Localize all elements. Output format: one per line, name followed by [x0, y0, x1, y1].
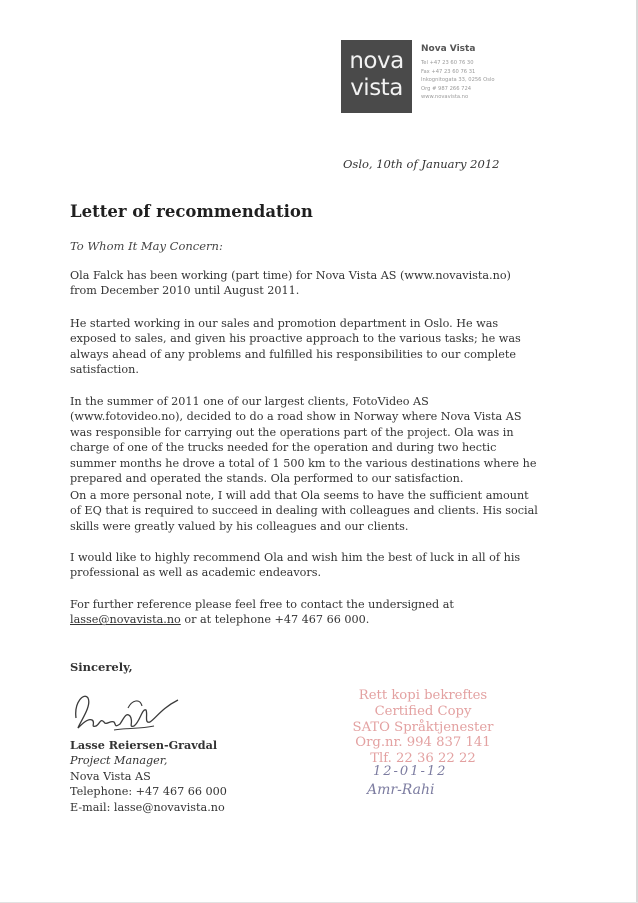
stamp-line-certified: Certified Copy — [374, 703, 472, 719]
paragraph-personal: On a more personal note, I will add that Ola seems to have the sufficient amount of EQ that is required to succeed in dealing with colleagues and clients. His social skills were greatly valued by his colleagues and our clients. — [70, 489, 538, 533]
paragraph-sales: He started working in our sales and promotion department in Oslo. He was exposed to sales, and given his proactive approach to the various tasks; he was always ahead of any problems and fulfilled his responsibilities to our complete satisfaction. — [70, 317, 521, 377]
signer-telephone: Telephone: +47 467 66 000 — [70, 785, 227, 799]
signer-block — [70, 738, 227, 815]
certified-copy-stamp — [318, 688, 528, 767]
contact-line-web: www.novavista.no — [421, 94, 469, 101]
letter-date: Oslo, 10th of January 2012 — [343, 157, 500, 171]
signer-company: Nova Vista AS — [70, 769, 151, 783]
contact-line-org: Org # 987 266 724 — [421, 85, 472, 92]
letter-title: Letter of recommendation — [70, 202, 313, 221]
contact-line-tel: Tel +47 23 60 76 30 — [421, 60, 474, 66]
reference-text-before: For further reference please feel free to contact the undersigned at — [70, 598, 454, 611]
contact-line-fax: Fax +47 23 60 76 31 — [421, 68, 476, 75]
signer-role: Project Manager, — [70, 754, 168, 768]
handwritten-initials: Amr-Rahi — [367, 782, 435, 798]
closing: Sincerely, — [70, 660, 133, 674]
signer-email: E-mail: lasse@novavista.no — [70, 800, 225, 814]
company-name: Nova Vista — [421, 44, 476, 54]
company-contact-block — [421, 59, 495, 102]
logo-text-bottom: vista — [350, 75, 403, 101]
reference-email-link[interactable]: lasse@novavista.no — [70, 613, 181, 627]
paragraph-employment: Ola Falck has been working (part time) for Nova Vista AS (www.novavista.no) from December 2010 until August 2011. — [70, 269, 511, 298]
stamp-line-agency: SATO Språktjenester — [352, 719, 494, 735]
stamp-line-phone: Tlf. 22 36 22 22 — [370, 751, 476, 767]
stamp-line-orgnr: Org.nr. 994 837 141 — [355, 735, 491, 751]
logo-text-top: nova — [349, 48, 404, 74]
handwritten-signature — [70, 688, 180, 736]
paragraph-reference — [70, 597, 540, 628]
contact-line-address: Inkognitogata 33, 0256 Oslo — [421, 77, 495, 84]
signer-name: Lasse Reiersen-Gravdal — [70, 738, 218, 752]
company-logo — [341, 40, 412, 113]
stamp-line-confirmed: Rett kopi bekreftes — [358, 688, 488, 703]
reference-text-after: or at telephone +47 467 66 000. — [180, 613, 370, 627]
handwritten-date: 12-01-12 — [373, 764, 448, 779]
salutation: To Whom It May Concern: — [70, 239, 223, 253]
paragraph-recommendation: I would like to highly recommend Ola and wish him the best of luck in all of his professional as well as academic endeavors. — [70, 551, 521, 580]
paragraph-roadshow: In the summer of 2011 one of our largest clients, FotoVideo AS (www.fotovideo.no), decided to do a road show in Norway where Nova Vista AS was responsible for carrying out the operations part of the project. Ola was in charge of one of the trucks needed for the operation and during two hectic summer months he drove a total of 1 500 km to the various destinations where he prepared and operated the stands. Ola performed to our satisfaction. — [70, 395, 537, 486]
